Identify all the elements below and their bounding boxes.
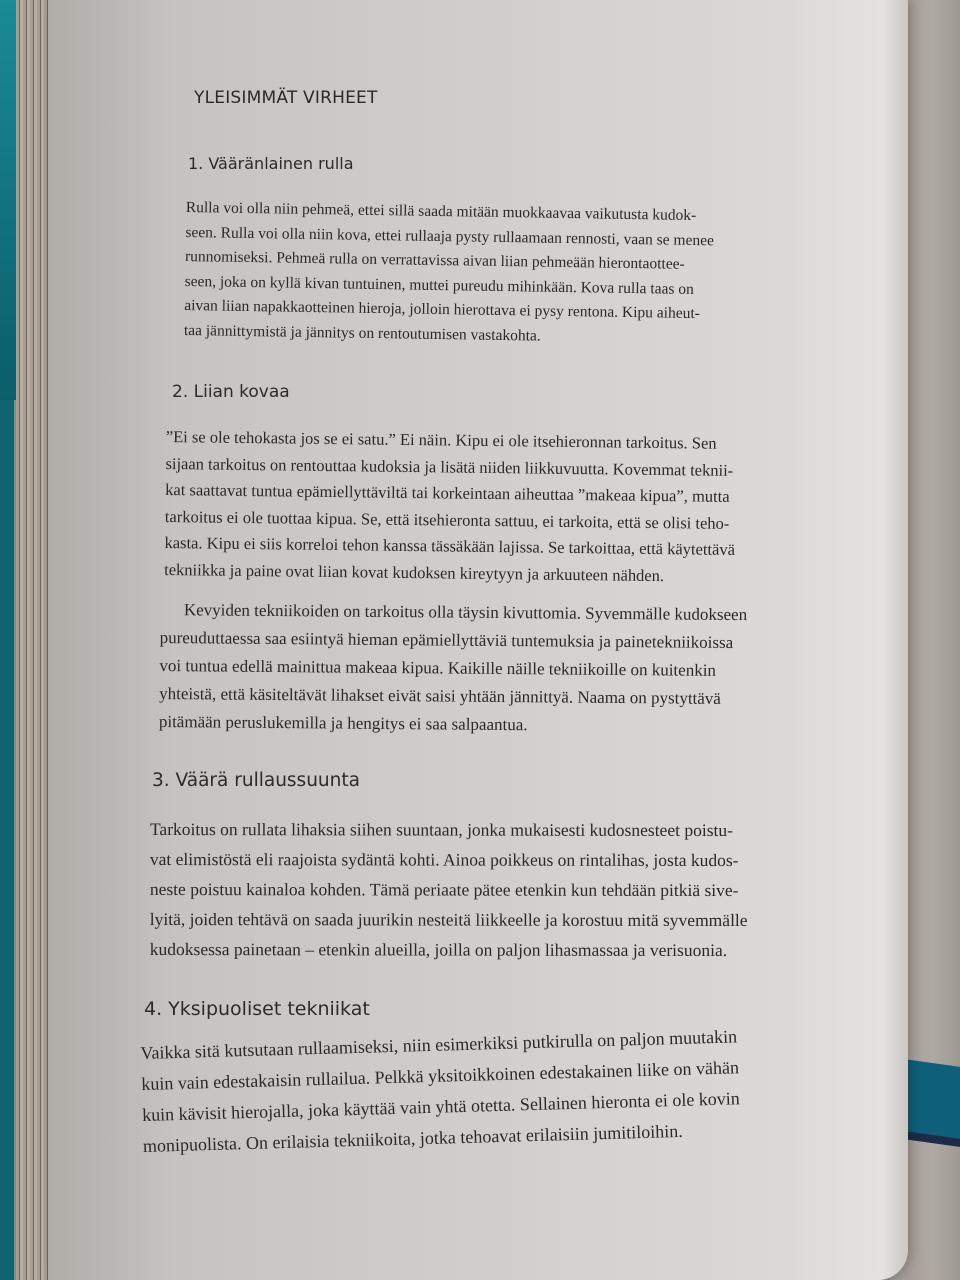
text-line: monipuolista. On erilaisia tekniikoita, jotka tehoavat erilaisiin jumitiloihin. — [142, 1120, 683, 1156]
text-line: kasta. Kipu ei siis korreloi tehon kanssa tässäkään lajissa. Se tarkoittaa, että käytettävä — [164, 532, 736, 559]
page-title: YLEISIMMÄT VIRHEET — [194, 88, 378, 108]
text-line: ”Ei se ole tehokasta jos se ei satu.” Ei näin. Kipu ei ole itsehieronnan tarkoitus. Sen — [165, 426, 717, 453]
text-line: voi tuntua edellä mainittua makeaa kipua. Kaikille näille tekniikoille on kuitenkin — [159, 655, 717, 680]
text-line: kuin kävisit hierojalla, joka käyttää vain yhtä otetta. Sellainen hieronta ei ole kovin — [141, 1088, 741, 1125]
text-line: taa jännittymistä ja jännitys on rentoutumisen vastakohta. — [183, 321, 541, 345]
text-line: Vaikka sitä kutsutaan rullaamiseksi, niin esimerkiksi putkirulla on paljon muutakin — [140, 1026, 738, 1063]
text-line: yhteistä, että käsiteltävät lihakset eivät saisi yhtään jännittyä. Naama on pystyttävä — [159, 683, 721, 708]
section-heading-1: 1. Vääränlainen rulla — [188, 154, 354, 173]
text-line: tekniikka ja paine ovat liian kovat kudoksen kireytyyn ja arkuuteen nähden. — [164, 559, 665, 585]
text-line: sijaan tarkoitus on rentouttaa kudoksia ja lisätä niiden liikkuvuutta. Kovemmat teknii- — [165, 453, 734, 480]
section-2-paragraph-2 — [159, 596, 747, 741]
page-stack-edges — [16, 0, 50, 1280]
text-line: pitämään peruslukemilla ja hengitys ei saa salpaantua. — [158, 711, 528, 735]
section-1-paragraph — [184, 196, 715, 351]
book-page — [48, 0, 908, 1280]
text-line: pureuduttaessa saa esiintyä hieman epämiellyttäviä tuntemuksia ja painetekniikoissa — [159, 627, 734, 653]
page-content — [48, 0, 908, 1280]
text-line: tarkoitus ei ole tuottaa kipua. Se, että itsehieronta sattuu, ei tarkoita, että se olisi teho- — [164, 506, 730, 533]
text-line: vat elimistöstä eli raajoista sydäntä kohti. Ainoa poikkeus on rintalihas, josta kudos- — [149, 848, 739, 871]
text-line: runnomiseksi. Pehmeä rulla on verrattavissa aivan liian pehmeään hierontaottee- — [184, 247, 685, 273]
text-line: seen. Rulla voi olla niin kova, ettei rullaaja pysty rullaamaan rennosti, vaan se menee — [185, 223, 715, 249]
text-line: aivan liian napakkaotteinen hieroja, jolloin hierottava ei pysy rentona. Kipu aiheut- — [184, 296, 700, 323]
section-3-paragraph — [150, 814, 748, 965]
text-line: lyitä, joiden tehtävä on saada juurikin nesteitä liikkeelle ja korostuu mitä syvemmälle — [149, 908, 748, 931]
section-heading-3: 3. Väärä rullaussuunta — [152, 770, 360, 791]
text-line: neste poistuu kainaloa kohden. Tämä periaate pätee etenkin kun tehdään pitkiä sive- — [149, 878, 739, 901]
section-4-paragraph — [140, 1021, 741, 1162]
text-line: seen, joka on kyllä kivan tuntuinen, muttei pureudu mihinkään. Kova rulla taas on — [184, 272, 694, 298]
text-line: kat saattavat tuntua epämiellyttäviltä tai korkeintaan aiheuttaa ”makeaa kipua”, mutta — [165, 479, 730, 506]
text-line: Tarkoitus on rullata lihaksia siihen suuntaan, jonka mukaisesti kudosnesteet poistu- — [149, 819, 733, 841]
section-2-paragraph-1 — [164, 424, 736, 590]
text-line: Kevyiden tekniikoiden on tarkoitus olla täysin kivuttomia. Syvemmälle kudokseen — [183, 600, 748, 625]
text-line: Rulla voi olla niin pehmeä, ettei sillä saada mitään muokkaavaa vaikutusta kudok- — [185, 198, 697, 225]
section-heading-4: 4. Yksipuoliset tekniikat — [144, 998, 370, 1020]
text-line: kudoksessa painetaan – etenkin alueilla, joilla on paljon lihasmassaa ja verisuonia. — [149, 938, 728, 961]
text-line: kuin vain edestakaisin rullailua. Pelkkä yksitoikkoinen edestakainen liike on vähän — [141, 1057, 740, 1094]
section-heading-2: 2. Liian kovaa — [172, 382, 290, 402]
